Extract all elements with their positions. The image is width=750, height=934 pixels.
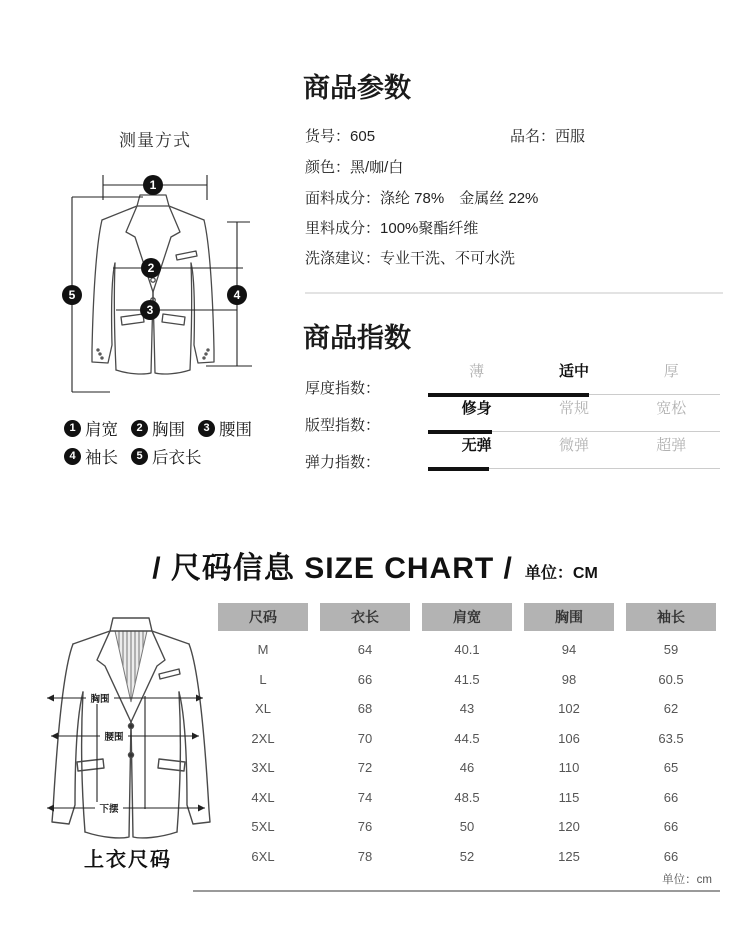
param-line-wash — [305, 250, 515, 268]
waist-label: 腰围 — [104, 732, 124, 743]
param-label: 里料成分： — [305, 220, 381, 237]
index-option: 适中 — [558, 363, 589, 380]
size-column-header: 衣长 — [320, 603, 410, 631]
legend-badge-1: 1 — [64, 420, 81, 437]
size-value-cell: 50 — [459, 819, 475, 835]
legend-item — [131, 444, 202, 468]
size-value-cell: 60.5 — [658, 671, 684, 687]
index-options — [428, 436, 720, 456]
size-table-row — [218, 635, 716, 665]
param-label: 面料成分： — [305, 190, 381, 207]
size-chart-title-text: / 尺码信息 SIZE CHART / — [152, 552, 513, 585]
index-row-thickness — [305, 362, 720, 402]
size-measure-labels — [86, 692, 128, 815]
size-column-header: 尺码 — [218, 603, 308, 631]
size-table-footnote: 单位：cm — [662, 874, 712, 886]
marker-3: 3 — [146, 303, 154, 317]
size-value-cell: 66 — [357, 671, 373, 687]
index-options — [428, 362, 720, 382]
param-label: 品名： — [510, 128, 556, 145]
legend-badge-4: 4 — [64, 448, 81, 465]
size-value-cell: 115 — [558, 789, 580, 805]
index-fill-bar — [428, 430, 492, 434]
index-bar — [428, 436, 720, 476]
size-value-cell: 44.5 — [454, 730, 480, 746]
size-table-row — [218, 783, 716, 813]
size-value-cell: 70 — [357, 730, 373, 746]
size-name-cell: L — [259, 671, 267, 687]
size-name-cell: M — [257, 642, 269, 658]
size-value-cell: 74 — [357, 789, 373, 805]
size-name-cell: 2XL — [251, 730, 275, 746]
index-option: 厚 — [663, 363, 679, 380]
size-name-cell: 6XL — [251, 848, 275, 864]
size-value-cell: 48.5 — [454, 789, 480, 805]
size-value-cell: 59 — [663, 642, 679, 658]
index-row-fit — [305, 399, 720, 439]
index-option: 无弹 — [461, 437, 492, 454]
size-value-cell: 66 — [663, 819, 679, 835]
size-table-row — [218, 753, 716, 783]
legend-item — [64, 416, 118, 440]
index-option: 常规 — [558, 400, 589, 417]
size-column-header: 袖长 — [626, 603, 716, 631]
legend-badge-5: 5 — [131, 448, 148, 465]
size-value-cell: 41.5 — [454, 671, 480, 687]
size-value-cell: 94 — [561, 642, 577, 658]
legend-badge-2: 2 — [131, 420, 148, 437]
legend-line-2 — [64, 442, 265, 470]
legend-badge-3: 3 — [198, 420, 215, 437]
size-value-cell: 66 — [663, 848, 679, 864]
param-value: 黑/咖/白 — [350, 159, 404, 176]
size-table-row — [218, 665, 716, 695]
param-line-itemno — [305, 128, 586, 146]
size-value-cell: 120 — [558, 819, 580, 835]
size-value-cell: 64 — [357, 642, 373, 658]
size-value-cell: 68 — [357, 701, 373, 717]
index-option: 修身 — [461, 400, 492, 417]
size-chart-title — [0, 543, 750, 587]
size-column-header: 肩宽 — [422, 603, 512, 631]
index-row-label: 厚度指数： — [305, 380, 381, 397]
legend-item — [131, 416, 185, 440]
size-value-cell: 72 — [357, 760, 373, 776]
size-chart-unit: 单位：CM — [524, 565, 598, 582]
chest-label: 胸围 — [90, 694, 110, 705]
size-table — [218, 603, 716, 871]
params-heading: 商品参数 — [303, 73, 411, 103]
size-value-cell: 65 — [663, 760, 679, 776]
index-option: 微弹 — [558, 437, 589, 454]
legend-label: 腰围 — [219, 421, 252, 439]
param-line-fabric — [305, 190, 538, 208]
measurement-title: 测量方式 — [119, 131, 191, 150]
index-option: 超弹 — [656, 437, 687, 454]
jacket-size-caption: 上衣尺码 — [84, 849, 172, 871]
param-line-color — [305, 159, 403, 177]
size-table-row — [218, 724, 716, 754]
size-value-cell: 40.1 — [454, 642, 480, 658]
size-table-header — [218, 603, 716, 631]
legend-label: 肩宽 — [85, 421, 118, 439]
size-value-cell: 52 — [459, 848, 475, 864]
section-divider — [305, 292, 723, 294]
size-table-row — [218, 812, 716, 842]
bottom-divider — [193, 890, 720, 892]
index-row-elasticity — [305, 436, 720, 476]
measurement-legend — [64, 414, 265, 470]
param-value: 涤纶 78% 金属丝 22% — [380, 190, 539, 207]
size-jacket-diagram — [33, 610, 231, 848]
index-fill-bar — [428, 467, 489, 471]
param-line-lining — [305, 220, 478, 238]
size-value-cell: 125 — [558, 848, 580, 864]
size-name-cell: 4XL — [251, 789, 275, 805]
index-option: 宽松 — [656, 400, 687, 417]
legend-label: 后衣长 — [152, 449, 202, 467]
size-measure-lines — [47, 696, 205, 809]
size-table-row — [218, 842, 716, 872]
legend-item — [64, 444, 118, 468]
marker-2: 2 — [147, 261, 155, 275]
index-bar — [428, 399, 720, 439]
size-table-row — [218, 694, 716, 724]
size-value-cell: 106 — [558, 730, 580, 746]
size-name-cell: XL — [255, 701, 271, 717]
marker-5: 5 — [68, 288, 76, 302]
size-value-cell: 76 — [357, 819, 373, 835]
legend-item — [198, 416, 252, 440]
size-value-cell: 102 — [558, 701, 580, 717]
marker-1: 1 — [149, 178, 157, 192]
marker-4: 4 — [233, 288, 241, 302]
size-table-body — [218, 635, 716, 871]
measurement-jacket-diagram — [48, 160, 278, 410]
param-value: 西服 — [555, 128, 586, 145]
param-value: 100%聚酯纤维 — [380, 220, 479, 237]
size-value-cell: 46 — [459, 760, 475, 776]
size-value-cell: 43 — [459, 701, 475, 717]
hem-label: 下摆 — [99, 804, 119, 815]
legend-label: 胸围 — [152, 421, 185, 439]
param-value: 605 — [350, 128, 376, 145]
param-label: 颜色： — [305, 159, 351, 176]
index-options — [428, 399, 720, 419]
size-value-cell: 62 — [663, 701, 679, 717]
size-name-cell: 5XL — [251, 819, 275, 835]
index-row-label: 版型指数： — [305, 417, 381, 434]
size-column-header: 胸围 — [524, 603, 614, 631]
param-line-name — [510, 128, 585, 146]
index-heading: 商品指数 — [303, 323, 411, 353]
param-value: 专业干洗、不可水洗 — [380, 250, 516, 267]
param-label: 货号： — [305, 128, 351, 145]
legend-line-1 — [64, 414, 265, 442]
measurement-lines — [72, 175, 252, 392]
index-option: 薄 — [469, 363, 485, 380]
size-value-cell: 78 — [357, 848, 373, 864]
size-value-cell: 63.5 — [658, 730, 684, 746]
size-value-cell: 66 — [663, 789, 679, 805]
index-fill-bar — [428, 393, 589, 397]
legend-label: 袖长 — [85, 449, 118, 467]
index-bar — [428, 362, 720, 402]
suit-outline-icon — [92, 195, 214, 374]
size-value-cell: 110 — [558, 760, 580, 776]
index-row-label: 弹力指数： — [305, 454, 381, 471]
param-label: 洗涤建议： — [305, 250, 381, 267]
size-name-cell: 3XL — [251, 760, 275, 776]
size-value-cell: 98 — [561, 671, 577, 687]
